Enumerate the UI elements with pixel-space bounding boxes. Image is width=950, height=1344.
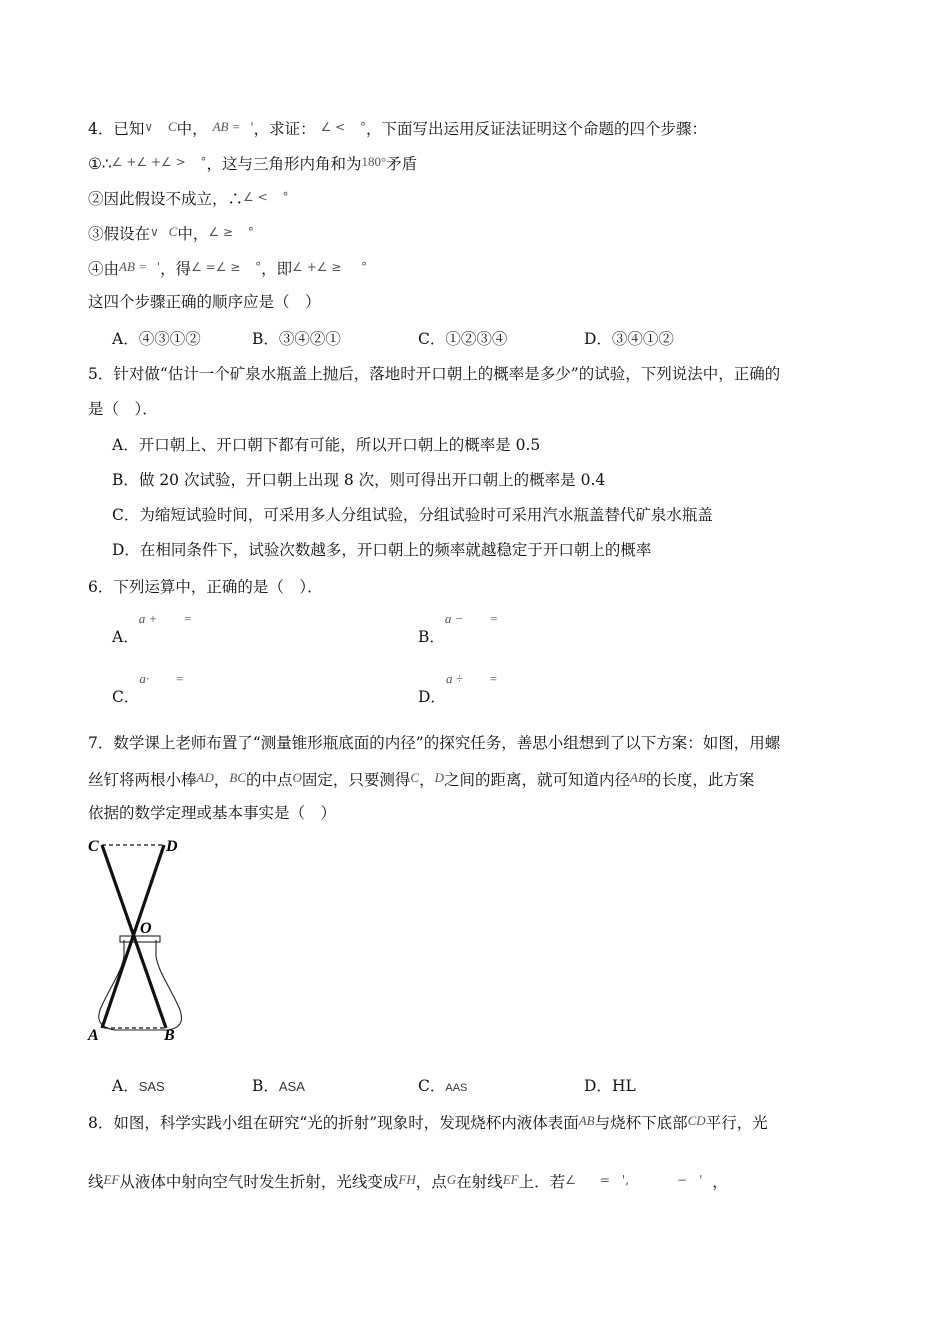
q6-stem: 6．下列运算中，正确的是（ ）． bbox=[88, 578, 323, 596]
flask-figure bbox=[80, 832, 200, 1047]
q7-option-d[interactable]: D．HL bbox=[584, 1077, 636, 1095]
q4-option-b[interactable]: B．③④②① bbox=[252, 330, 341, 348]
q5-option-d[interactable]: D．在相同条件下，试验次数越多，开口朝上的频率就越稳定于开口朝上的概率 bbox=[112, 541, 652, 559]
q7-option-b[interactable]: B．ASA bbox=[252, 1077, 305, 1095]
q5-option-c[interactable]: C．为缩短试验时间，可采用多人分组试验，分组试验时可采用汽水瓶盖替代矿泉水瓶盖 bbox=[112, 506, 713, 524]
q5-option-a[interactable]: A．开口朝上、开口朝下都有可能，所以开口朝上的概率是 0.5 bbox=[112, 436, 541, 454]
q6-option-c[interactable]: C．$^{a\cdot =}$ bbox=[112, 671, 184, 706]
label-b: B bbox=[164, 1027, 175, 1044]
q5-option-b[interactable]: B．做 20 次试验，开口朝上出现 8 次，则可得出开口朝上的概率是 0.4 bbox=[112, 471, 606, 489]
q6-option-a[interactable]: A．$^{a + =}$ bbox=[112, 611, 192, 646]
label-o: O bbox=[140, 920, 152, 937]
q7-stem-line2: 丝钉将两根小棒AD，BC的中点O固定，只要测得C，D之间的距离，就可知道内径AB的长度，此方案 bbox=[88, 770, 755, 789]
q6-option-d[interactable]: D．$^{a \div =}$ bbox=[418, 671, 498, 706]
q4-step2: ②因此假设不成立，∴∠ < ° bbox=[88, 190, 289, 208]
q7-stem-line1: 7．数学课上老师布置了“测量锥形瓶底面的内径”的探究任务，善思小组想到了以下方案：如图，用螺 bbox=[88, 734, 781, 752]
q4-step4: ④由AB = '，得∠ =∠ ≥ °，即∠ +∠ ≥ ° bbox=[88, 259, 368, 278]
q4-step3: ③假设在∨ C中，∠ ≥ ° bbox=[88, 224, 254, 243]
q4-ask: 这四个步骤正确的顺序应是（ ） bbox=[88, 293, 321, 311]
q6-option-b[interactable]: B．$^{a - =}$ bbox=[418, 611, 499, 646]
q7-option-a[interactable]: A．SAS bbox=[112, 1077, 165, 1095]
q8-stem-line2: 线EF从液体中射向空气时发生折射，光线变成FH，点G在射线EF上．若∠ = ', − ' ， bbox=[88, 1172, 728, 1191]
q4-step1: ①∴∠ +∠ +∠ > °，这与三角形内角和为180°矛盾 bbox=[88, 154, 418, 173]
q4-option-d[interactable]: D．③④①② bbox=[584, 330, 674, 348]
q4-option-c[interactable]: C．①②③④ bbox=[418, 330, 508, 348]
label-d: D bbox=[166, 838, 178, 855]
label-c: C bbox=[88, 838, 99, 855]
q7-option-c[interactable]: C．AAS bbox=[418, 1077, 468, 1095]
q5-stem-line1: 5．针对做“估计一个矿泉水瓶盖上抛后，落地时开口朝上的概率是多少”的试验，下列说法中，正确的 bbox=[88, 365, 781, 383]
q4-stem: 4．已知∨ C中， AB = '，求证： ∠ < °，下面写出运用反证法证明这个命题的四个步骤： bbox=[88, 119, 708, 138]
q4-option-a[interactable]: A．④③①② bbox=[112, 330, 201, 348]
q5-stem-line2: 是（ ）． bbox=[88, 400, 158, 418]
label-a: A bbox=[88, 1027, 99, 1044]
q7-stem-line3: 依据的数学定理或基本事实是（ ） bbox=[88, 804, 337, 822]
q8-stem-line1: 8．如图，科学实践小组在研究“光的折射”现象时，发现烧杯内液体表面AB与烧杯下底部CD平行，光 bbox=[88, 1113, 768, 1132]
